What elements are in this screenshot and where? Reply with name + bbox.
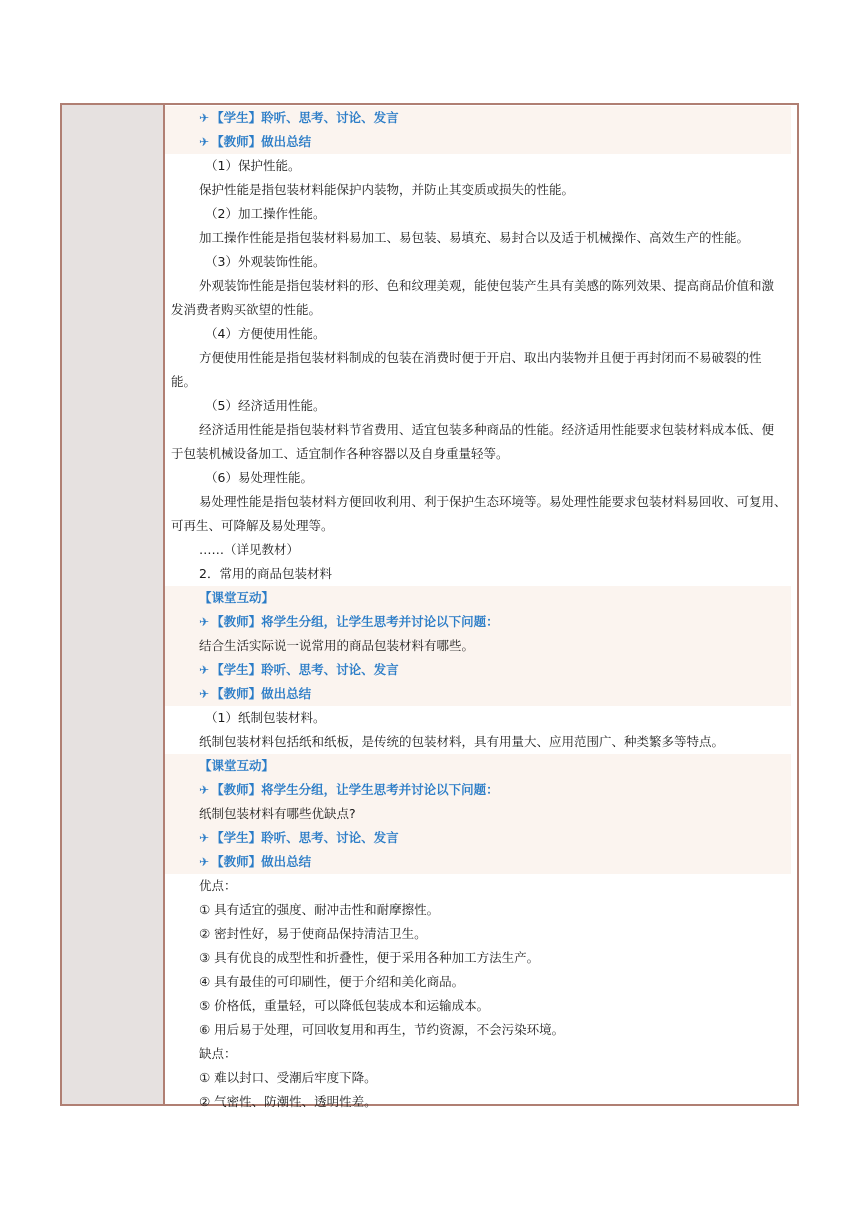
line-text: 【学生】聆听、思考、讨论、发言 <box>211 830 399 845</box>
heading-paper: （1）纸制包装材料。 <box>205 710 326 725</box>
line-teacher-group <box>165 610 791 634</box>
paragraph-line: 纸制包装材料包括纸和纸板，是传统的包装材料，具有用量大、应用范围广、种类繁多等特点。 <box>199 734 725 749</box>
airplane-icon: ✈ <box>199 855 210 869</box>
line-teacher-group <box>165 778 791 802</box>
paragraph-line: 发消费者购买欲望的性能。 <box>171 302 322 317</box>
paragraph-line: 方便使用性能是指包装材料制成的包装在消费时便于开启、取出内装物并且便于再封闭而不易破裂的性 <box>199 350 762 365</box>
line-text: 【教师】将学生分组，让学生思考并讨论以下问题： <box>211 782 499 797</box>
lesson-table <box>60 103 799 1109</box>
airplane-icon: ✈ <box>199 663 210 677</box>
content-cell <box>165 105 797 1109</box>
list-item: ② 气密性、防潮性、透明性差。 <box>199 1094 377 1109</box>
line-teacher-summary <box>165 682 791 706</box>
list-item: ⑤ 价格低，重量轻，可以降低包装成本和运输成本。 <box>199 998 490 1013</box>
line-student-listen <box>165 826 791 850</box>
line-student-listen <box>165 106 791 130</box>
heading-appearance: （3）外观装饰性能。 <box>205 254 326 269</box>
line-text: 【教师】做出总结 <box>211 854 312 869</box>
advantages-label: 优点： <box>199 878 237 893</box>
airplane-icon: ✈ <box>199 687 210 701</box>
line-text: 【学生】聆听、思考、讨论、发言 <box>211 662 399 677</box>
content-lines <box>165 106 797 1114</box>
heading-convenience: （4）方便使用性能。 <box>205 326 326 341</box>
heading-disposal: （6）易处理性能。 <box>205 470 313 485</box>
list-item: ① 具有适宜的强度、耐冲击性和耐摩擦性。 <box>199 902 440 917</box>
paragraph-line: 可再生、可降解及易处理等。 <box>171 518 334 533</box>
line-text: 【教师】将学生分组，让学生思考并讨论以下问题： <box>211 614 499 629</box>
heading-protection: （1）保护性能。 <box>205 158 301 173</box>
discussion-question: 结合生活实际说一说常用的商品包装材料有哪些。 <box>165 634 791 658</box>
line-teacher-summary <box>165 130 791 154</box>
paragraph-line: 能。 <box>171 374 197 389</box>
section-heading-materials: 2．常用的商品包装材料 <box>199 566 332 581</box>
line-teacher-summary <box>165 850 791 874</box>
paragraph-line: 易处理性能是指包装材料方便回收利用、利于保护生态环境等。易处理性能要求包装材料易回收、可复用、 <box>199 494 787 509</box>
airplane-icon: ✈ <box>199 831 210 845</box>
discussion-question: 纸制包装材料有哪些优缺点? <box>165 802 791 826</box>
line-student-listen <box>165 658 791 682</box>
paragraph-line: 加工操作性能是指包装材料易加工、易包装、易填充、易封合以及适于机械操作、高效生产的性能。 <box>199 230 750 245</box>
airplane-icon: ✈ <box>199 783 210 797</box>
line-text: 【教师】做出总结 <box>211 134 312 149</box>
disadvantages-label: 缺点： <box>199 1046 237 1061</box>
paragraph-line: 外观装饰性能是指包装材料的形、色和纹理美观，能使包装产生具有美感的陈列效果、提高商品价值和激 <box>199 278 775 293</box>
line-text: 【教师】做出总结 <box>211 686 312 701</box>
paragraph-line: 经济适用性能是指包装材料节省费用、适宜包装多种商品的性能。经济适用性能要求包装材料成本低、便 <box>199 422 775 437</box>
list-item: ② 密封性好，易于使商品保持清洁卫生。 <box>199 926 427 941</box>
heading-processing: （2）加工操作性能。 <box>205 206 326 221</box>
heading-economy: （5）经济适用性能。 <box>205 398 326 413</box>
paragraph-line: 保护性能是指包装材料能保护内装物，并防止其变质或损失的性能。 <box>199 182 575 197</box>
paragraph-line: 于包装机械设备加工、适宜制作各种容器以及自身重量轻等。 <box>171 446 509 461</box>
airplane-icon: ✈ <box>199 135 210 149</box>
see-textbook-note: ……（详见教材） <box>199 542 300 557</box>
airplane-icon: ✈ <box>199 615 210 629</box>
list-item: ① 难以封口、受潮后牢度下降。 <box>199 1070 377 1085</box>
classroom-interaction-label: 【课堂互动】 <box>165 754 791 778</box>
line-text: 【学生】聆听、思考、讨论、发言 <box>211 110 399 125</box>
list-item: ④ 具有最佳的可印刷性，便于介绍和美化商品。 <box>199 974 465 989</box>
left-column-cell <box>62 105 165 1104</box>
list-item: ③ 具有优良的成型性和折叠性，便于采用各种加工方法生产。 <box>199 950 540 965</box>
airplane-icon: ✈ <box>199 111 210 125</box>
classroom-interaction-label: 【课堂互动】 <box>165 586 791 610</box>
list-item: ⑥ 用后易于处理，可回收复用和再生，节约资源，不会污染环境。 <box>199 1022 565 1037</box>
